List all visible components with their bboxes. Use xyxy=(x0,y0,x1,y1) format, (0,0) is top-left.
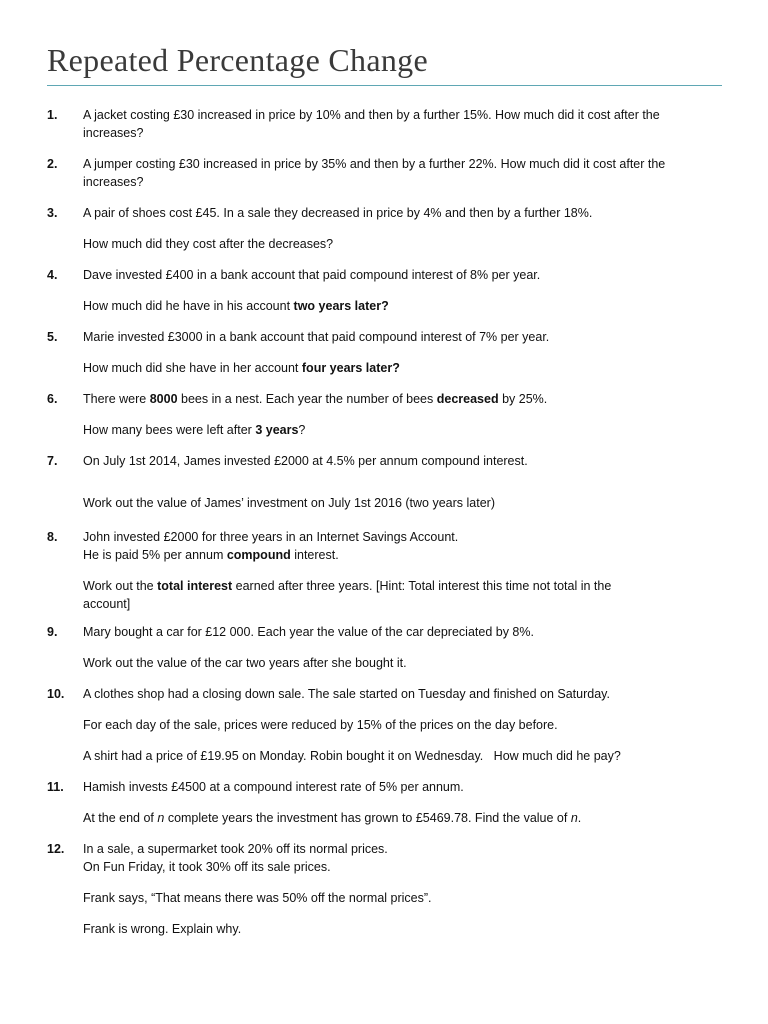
question-text: Work out the total interest earned after three years. [Hint: Total interest this time not total in the xyxy=(83,579,612,593)
question-text: Frank says, “That means there was 50% off the normal prices”. xyxy=(83,891,432,905)
question-text: Frank is wrong. Explain why. xyxy=(83,922,242,936)
question-text: A shirt had a price of £19.95 on Monday. Robin bought it on Wednesday. How much did he pay? xyxy=(83,749,621,763)
question-number: 6. xyxy=(47,392,58,406)
question-text: Work out the value of James’ investment on July 1st 2016 (two years later) xyxy=(83,496,495,510)
question-number: 5. xyxy=(47,330,58,344)
question-text: Dave invested £400 in a bank account that paid compound interest of 8% per year. xyxy=(83,268,541,282)
question-text: He is paid 5% per annum compound interest. xyxy=(83,548,339,562)
question-text: How many bees were left after 3 years? xyxy=(83,423,306,437)
question-number: 2. xyxy=(47,157,58,171)
question-text: A jumper costing £30 increased in price by 35% and then by a further 22%. How much did it cost after the xyxy=(83,157,666,171)
question-11 xyxy=(47,778,727,827)
question-4 xyxy=(47,266,727,315)
question-text: How much did they cost after the decreases? xyxy=(83,237,334,251)
question-text: There were 8000 bees in a nest. Each year the number of bees decreased by 25%. xyxy=(83,392,548,406)
question-12 xyxy=(47,840,727,938)
question-text: Marie invested £3000 in a bank account that paid compound interest of 7% per year. xyxy=(83,330,550,344)
question-text: A pair of shoes cost £45. In a sale they decreased in price by 4% and then by a further 18%. xyxy=(83,206,593,220)
question-text: On July 1st 2014, James invested £2000 at 4.5% per annum compound interest. xyxy=(83,454,528,468)
question-number: 8. xyxy=(47,530,58,544)
question-8 xyxy=(47,528,727,613)
question-3 xyxy=(47,204,727,253)
question-number: 4. xyxy=(47,268,58,282)
question-text: For each day of the sale, prices were reduced by 15% of the prices on the day before. xyxy=(83,718,558,732)
question-text: account] xyxy=(83,597,131,611)
question-text: John invested £2000 for three years in an Internet Savings Account. xyxy=(83,530,459,544)
question-number: 11. xyxy=(47,780,64,794)
question-text: Mary bought a car for £12 000. Each year the value of the car depreciated by 8%. xyxy=(83,625,534,639)
question-text: A jacket costing £30 increased in price by 10% and then by a further 15%. How much did it cost after the xyxy=(83,108,660,122)
question-5 xyxy=(47,328,727,377)
question-text: At the end of n complete years the investment has grown to £5469.78. Find the value of n. xyxy=(83,811,582,825)
question-number: 12. xyxy=(47,842,65,856)
question-1 xyxy=(47,106,727,142)
question-text: Hamish invests £4500 at a compound interest rate of 5% per annum. xyxy=(83,780,464,794)
question-text: On Fun Friday, it took 30% off its sale prices. xyxy=(83,860,331,874)
question-number: 10. xyxy=(47,687,65,701)
question-text: increases? xyxy=(83,126,144,140)
page-title: Repeated Percentage Change xyxy=(47,42,428,78)
question-number: 3. xyxy=(47,206,58,220)
question-text: Work out the value of the car two years after she bought it. xyxy=(83,656,407,670)
title-underline xyxy=(47,85,722,86)
question-text: How much did he have in his account two years later? xyxy=(83,299,389,313)
question-2 xyxy=(47,155,727,191)
question-number: 7. xyxy=(47,454,58,468)
question-text: In a sale, a supermarket took 20% off its normal prices. xyxy=(83,842,388,856)
question-9 xyxy=(47,623,727,672)
question-7 xyxy=(47,452,727,512)
question-text: increases? xyxy=(83,175,144,189)
question-6 xyxy=(47,390,727,439)
question-number: 1. xyxy=(47,108,58,122)
question-10 xyxy=(47,685,727,765)
question-text: A clothes shop had a closing down sale. The sale started on Tuesday and finished on Saturday. xyxy=(83,687,610,701)
question-text: How much did she have in her account four years later? xyxy=(83,361,400,375)
question-number: 9. xyxy=(47,625,58,639)
